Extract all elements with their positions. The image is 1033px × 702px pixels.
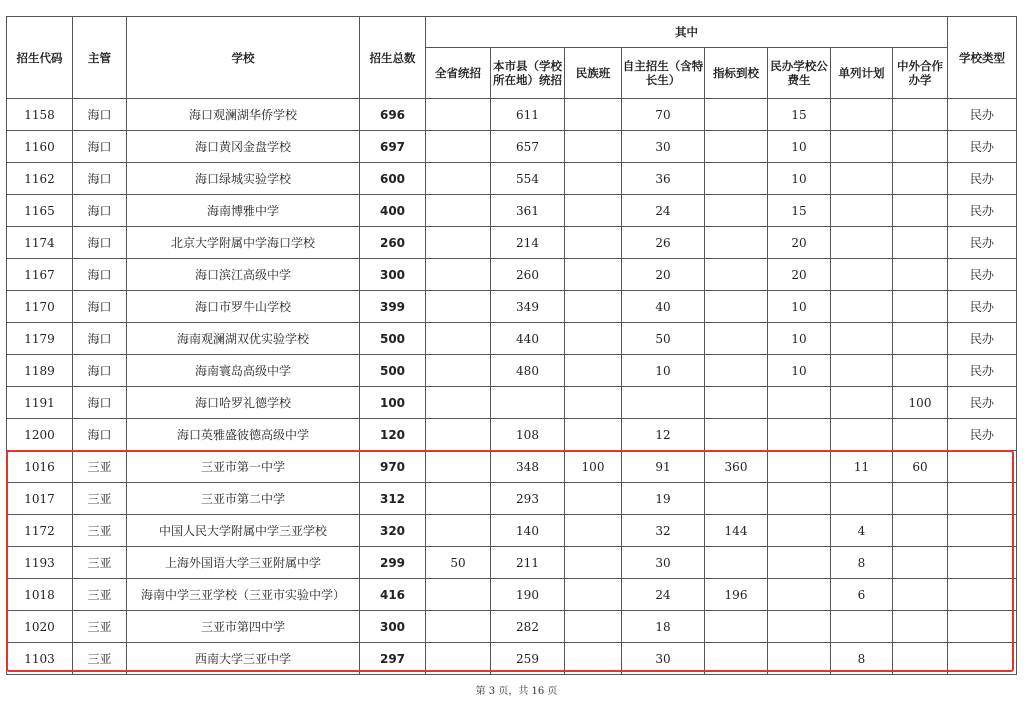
cell-ethnic-class (565, 291, 622, 323)
cell-school: 海南寰岛高级中学 (127, 355, 360, 387)
cell-total: 100 (360, 387, 426, 419)
cell-independent-enrollment: 50 (622, 323, 705, 355)
table-row (7, 483, 1017, 515)
cell-manager: 海口 (73, 195, 127, 227)
header-private-funded: 民办学校公费生 (768, 48, 831, 99)
cell-private-funded: 10 (768, 323, 831, 355)
cell-school: 上海外国语大学三亚附属中学 (127, 547, 360, 579)
cell-school-type: 民办 (948, 163, 1017, 195)
header-ethnic-class: 民族班 (565, 48, 622, 99)
cell-separate-plan (831, 483, 893, 515)
cell-code: 1165 (7, 195, 73, 227)
cell-province-wide (426, 643, 491, 675)
cell-total: 300 (360, 611, 426, 643)
cell-sino-foreign (893, 131, 948, 163)
cell-school-type: 民办 (948, 387, 1017, 419)
cell-manager: 海口 (73, 323, 127, 355)
cell-private-funded (768, 643, 831, 675)
cell-private-funded: 10 (768, 163, 831, 195)
cell-province-wide (426, 483, 491, 515)
cell-sino-foreign (893, 323, 948, 355)
cell-code: 1174 (7, 227, 73, 259)
cell-total: 697 (360, 131, 426, 163)
table-row (7, 643, 1017, 675)
cell-province-wide (426, 387, 491, 419)
cell-quota-to-school (705, 547, 768, 579)
cell-separate-plan: 6 (831, 579, 893, 611)
cell-code: 1158 (7, 99, 73, 131)
cell-code: 1179 (7, 323, 73, 355)
table-row (7, 163, 1017, 195)
cell-private-funded: 10 (768, 355, 831, 387)
cell-total: 299 (360, 547, 426, 579)
cell-private-funded: 20 (768, 227, 831, 259)
cell-school: 海口市罗牛山学校 (127, 291, 360, 323)
cell-ethnic-class (565, 227, 622, 259)
cell-code: 1167 (7, 259, 73, 291)
cell-sino-foreign (893, 291, 948, 323)
cell-ethnic-class (565, 195, 622, 227)
cell-province-wide (426, 227, 491, 259)
cell-separate-plan (831, 259, 893, 291)
table-row (7, 547, 1017, 579)
cell-local-county: 348 (491, 451, 565, 483)
cell-ethnic-class (565, 579, 622, 611)
cell-local-county: 260 (491, 259, 565, 291)
cell-ethnic-class (565, 419, 622, 451)
cell-private-funded: 10 (768, 291, 831, 323)
cell-quota-to-school (705, 355, 768, 387)
header-province-wide: 全省统招 (426, 48, 491, 99)
cell-quota-to-school (705, 291, 768, 323)
cell-separate-plan (831, 163, 893, 195)
table-row (7, 259, 1017, 291)
cell-school-type: 民办 (948, 323, 1017, 355)
cell-total: 400 (360, 195, 426, 227)
cell-school-type: 民办 (948, 227, 1017, 259)
cell-school-type (948, 611, 1017, 643)
cell-independent-enrollment: 36 (622, 163, 705, 195)
cell-local-county: 140 (491, 515, 565, 547)
cell-total: 500 (360, 355, 426, 387)
cell-private-funded (768, 483, 831, 515)
cell-local-county: 349 (491, 291, 565, 323)
cell-manager: 海口 (73, 387, 127, 419)
cell-code: 1018 (7, 579, 73, 611)
cell-separate-plan (831, 419, 893, 451)
cell-total: 970 (360, 451, 426, 483)
cell-quota-to-school (705, 163, 768, 195)
table-row (7, 611, 1017, 643)
cell-quota-to-school (705, 483, 768, 515)
cell-school: 海口滨江高级中学 (127, 259, 360, 291)
cell-code: 1020 (7, 611, 73, 643)
cell-separate-plan (831, 99, 893, 131)
cell-sino-foreign (893, 611, 948, 643)
cell-code: 1016 (7, 451, 73, 483)
cell-independent-enrollment: 40 (622, 291, 705, 323)
cell-school: 三亚市第四中学 (127, 611, 360, 643)
cell-local-county: 554 (491, 163, 565, 195)
cell-quota-to-school (705, 195, 768, 227)
cell-separate-plan (831, 291, 893, 323)
cell-independent-enrollment: 19 (622, 483, 705, 515)
cell-private-funded (768, 579, 831, 611)
cell-local-county (491, 387, 565, 419)
cell-quota-to-school (705, 419, 768, 451)
cell-ethnic-class (565, 483, 622, 515)
cell-sino-foreign (893, 99, 948, 131)
cell-separate-plan (831, 227, 893, 259)
cell-local-county: 611 (491, 99, 565, 131)
cell-code: 1200 (7, 419, 73, 451)
cell-private-funded: 10 (768, 131, 831, 163)
cell-school-type (948, 483, 1017, 515)
table-row (7, 579, 1017, 611)
cell-quota-to-school: 196 (705, 579, 768, 611)
cell-sino-foreign (893, 355, 948, 387)
cell-manager: 三亚 (73, 643, 127, 675)
cell-manager: 海口 (73, 419, 127, 451)
cell-school-type: 民办 (948, 419, 1017, 451)
cell-independent-enrollment: 24 (622, 195, 705, 227)
cell-province-wide (426, 355, 491, 387)
cell-code: 1160 (7, 131, 73, 163)
cell-province-wide (426, 259, 491, 291)
cell-independent-enrollment: 10 (622, 355, 705, 387)
cell-quota-to-school (705, 387, 768, 419)
cell-school: 海南观澜湖双优实验学校 (127, 323, 360, 355)
cell-school: 海南博雅中学 (127, 195, 360, 227)
header-manager: 主管 (73, 17, 127, 99)
cell-independent-enrollment: 30 (622, 131, 705, 163)
cell-code: 1191 (7, 387, 73, 419)
cell-school: 海南中学三亚学校（三亚市实验中学） (127, 579, 360, 611)
cell-school-type: 民办 (948, 131, 1017, 163)
admissions-table (6, 16, 1017, 675)
cell-total: 320 (360, 515, 426, 547)
cell-quota-to-school: 144 (705, 515, 768, 547)
cell-total: 500 (360, 323, 426, 355)
cell-sino-foreign (893, 643, 948, 675)
cell-sino-foreign (893, 419, 948, 451)
cell-local-county: 108 (491, 419, 565, 451)
cell-local-county: 282 (491, 611, 565, 643)
cell-independent-enrollment: 30 (622, 547, 705, 579)
cell-sino-foreign (893, 195, 948, 227)
cell-independent-enrollment: 12 (622, 419, 705, 451)
cell-school-type: 民办 (948, 355, 1017, 387)
cell-manager: 三亚 (73, 515, 127, 547)
table-row (7, 227, 1017, 259)
cell-sino-foreign (893, 227, 948, 259)
cell-manager: 海口 (73, 227, 127, 259)
cell-ethnic-class (565, 547, 622, 579)
cell-province-wide (426, 419, 491, 451)
cell-province-wide (426, 611, 491, 643)
cell-code: 1193 (7, 547, 73, 579)
cell-sino-foreign (893, 579, 948, 611)
header-type: 学校类型 (948, 17, 1017, 99)
cell-school: 海口观澜湖华侨学校 (127, 99, 360, 131)
cell-manager: 海口 (73, 99, 127, 131)
cell-total: 399 (360, 291, 426, 323)
cell-separate-plan (831, 195, 893, 227)
cell-private-funded: 20 (768, 259, 831, 291)
header-separate-plan: 单列计划 (831, 48, 893, 99)
table-row (7, 355, 1017, 387)
cell-school: 北京大学附属中学海口学校 (127, 227, 360, 259)
header-total: 招生总数 (360, 17, 426, 99)
cell-ethnic-class (565, 611, 622, 643)
cell-manager: 海口 (73, 291, 127, 323)
cell-independent-enrollment: 26 (622, 227, 705, 259)
cell-local-county: 211 (491, 547, 565, 579)
cell-province-wide (426, 323, 491, 355)
header-independent-enrollment: 自主招生（含特长生） (622, 48, 705, 99)
cell-separate-plan: 8 (831, 547, 893, 579)
header-school: 学校 (127, 17, 360, 99)
cell-total: 696 (360, 99, 426, 131)
cell-school-type: 民办 (948, 259, 1017, 291)
cell-manager: 三亚 (73, 483, 127, 515)
cell-separate-plan (831, 387, 893, 419)
cell-school-type (948, 515, 1017, 547)
header-of-which: 其中 (426, 17, 948, 48)
cell-quota-to-school (705, 323, 768, 355)
cell-independent-enrollment: 70 (622, 99, 705, 131)
cell-school: 中国人民大学附属中学三亚学校 (127, 515, 360, 547)
cell-independent-enrollment: 20 (622, 259, 705, 291)
cell-ethnic-class: 100 (565, 451, 622, 483)
cell-sino-foreign (893, 515, 948, 547)
table-row (7, 195, 1017, 227)
cell-school: 西南大学三亚中学 (127, 643, 360, 675)
cell-local-county: 440 (491, 323, 565, 355)
cell-total: 300 (360, 259, 426, 291)
table-row (7, 131, 1017, 163)
cell-private-funded (768, 611, 831, 643)
cell-school-type (948, 547, 1017, 579)
cell-private-funded (768, 419, 831, 451)
table-row (7, 387, 1017, 419)
cell-quota-to-school (705, 227, 768, 259)
cell-school: 海口黄冈金盘学校 (127, 131, 360, 163)
cell-school-type (948, 643, 1017, 675)
cell-quota-to-school (705, 99, 768, 131)
cell-local-county: 657 (491, 131, 565, 163)
cell-school-type: 民办 (948, 195, 1017, 227)
cell-quota-to-school (705, 643, 768, 675)
cell-school-type (948, 579, 1017, 611)
cell-school: 海口绿城实验学校 (127, 163, 360, 195)
cell-separate-plan (831, 323, 893, 355)
table-row (7, 291, 1017, 323)
cell-school: 三亚市第一中学 (127, 451, 360, 483)
cell-manager: 三亚 (73, 547, 127, 579)
cell-province-wide (426, 163, 491, 195)
header-local-county: 本市县（学校所在地）统招 (491, 48, 565, 99)
table-row (7, 99, 1017, 131)
cell-separate-plan: 4 (831, 515, 893, 547)
cell-ethnic-class (565, 131, 622, 163)
cell-private-funded (768, 451, 831, 483)
cell-independent-enrollment: 30 (622, 643, 705, 675)
cell-manager: 三亚 (73, 579, 127, 611)
cell-manager: 三亚 (73, 611, 127, 643)
cell-province-wide (426, 579, 491, 611)
cell-local-county: 480 (491, 355, 565, 387)
cell-quota-to-school (705, 259, 768, 291)
cell-province-wide (426, 451, 491, 483)
cell-private-funded (768, 387, 831, 419)
cell-ethnic-class (565, 99, 622, 131)
cell-ethnic-class (565, 323, 622, 355)
cell-ethnic-class (565, 643, 622, 675)
cell-private-funded (768, 547, 831, 579)
cell-province-wide (426, 131, 491, 163)
cell-local-county: 190 (491, 579, 565, 611)
cell-province-wide: 50 (426, 547, 491, 579)
cell-province-wide (426, 195, 491, 227)
cell-separate-plan (831, 611, 893, 643)
cell-code: 1172 (7, 515, 73, 547)
cell-province-wide (426, 515, 491, 547)
cell-school-type (948, 451, 1017, 483)
cell-code: 1103 (7, 643, 73, 675)
cell-independent-enrollment: 32 (622, 515, 705, 547)
cell-province-wide (426, 291, 491, 323)
cell-separate-plan: 11 (831, 451, 893, 483)
cell-total: 260 (360, 227, 426, 259)
cell-manager: 海口 (73, 163, 127, 195)
cell-private-funded: 15 (768, 195, 831, 227)
cell-sino-foreign: 60 (893, 451, 948, 483)
table-row (7, 451, 1017, 483)
cell-manager: 海口 (73, 355, 127, 387)
cell-quota-to-school: 360 (705, 451, 768, 483)
cell-code: 1162 (7, 163, 73, 195)
cell-total: 416 (360, 579, 426, 611)
cell-independent-enrollment: 91 (622, 451, 705, 483)
cell-independent-enrollment: 24 (622, 579, 705, 611)
cell-ethnic-class (565, 515, 622, 547)
cell-sino-foreign (893, 483, 948, 515)
cell-total: 600 (360, 163, 426, 195)
cell-ethnic-class (565, 387, 622, 419)
cell-separate-plan (831, 131, 893, 163)
cell-ethnic-class (565, 259, 622, 291)
cell-total: 297 (360, 643, 426, 675)
cell-quota-to-school (705, 611, 768, 643)
cell-manager: 海口 (73, 131, 127, 163)
header-code: 招生代码 (7, 17, 73, 99)
table-row (7, 419, 1017, 451)
cell-school: 海口哈罗礼德学校 (127, 387, 360, 419)
cell-school-type: 民办 (948, 99, 1017, 131)
cell-independent-enrollment (622, 387, 705, 419)
header-quota-to-school: 指标到校 (705, 48, 768, 99)
cell-local-county: 361 (491, 195, 565, 227)
cell-code: 1017 (7, 483, 73, 515)
cell-local-county: 259 (491, 643, 565, 675)
cell-separate-plan: 8 (831, 643, 893, 675)
cell-sino-foreign: 100 (893, 387, 948, 419)
table-row (7, 515, 1017, 547)
cell-total: 312 (360, 483, 426, 515)
cell-school-type: 民办 (948, 291, 1017, 323)
cell-independent-enrollment: 18 (622, 611, 705, 643)
cell-local-county: 214 (491, 227, 565, 259)
cell-separate-plan (831, 355, 893, 387)
cell-school: 三亚市第二中学 (127, 483, 360, 515)
table-row (7, 323, 1017, 355)
cell-ethnic-class (565, 355, 622, 387)
cell-ethnic-class (565, 163, 622, 195)
cell-total: 120 (360, 419, 426, 451)
cell-province-wide (426, 99, 491, 131)
page-footer: 第 3 页，共 16 页 (475, 686, 558, 697)
cell-quota-to-school (705, 131, 768, 163)
cell-school: 海口英雅盛彼德高级中学 (127, 419, 360, 451)
cell-sino-foreign (893, 163, 948, 195)
cell-sino-foreign (893, 547, 948, 579)
table-body (7, 99, 1017, 675)
cell-local-county: 293 (491, 483, 565, 515)
cell-code: 1170 (7, 291, 73, 323)
cell-private-funded: 15 (768, 99, 831, 131)
cell-code: 1189 (7, 355, 73, 387)
cell-manager: 海口 (73, 259, 127, 291)
header-sino-foreign: 中外合作办学 (893, 48, 948, 99)
cell-manager: 三亚 (73, 451, 127, 483)
cell-private-funded (768, 515, 831, 547)
cell-sino-foreign (893, 259, 948, 291)
